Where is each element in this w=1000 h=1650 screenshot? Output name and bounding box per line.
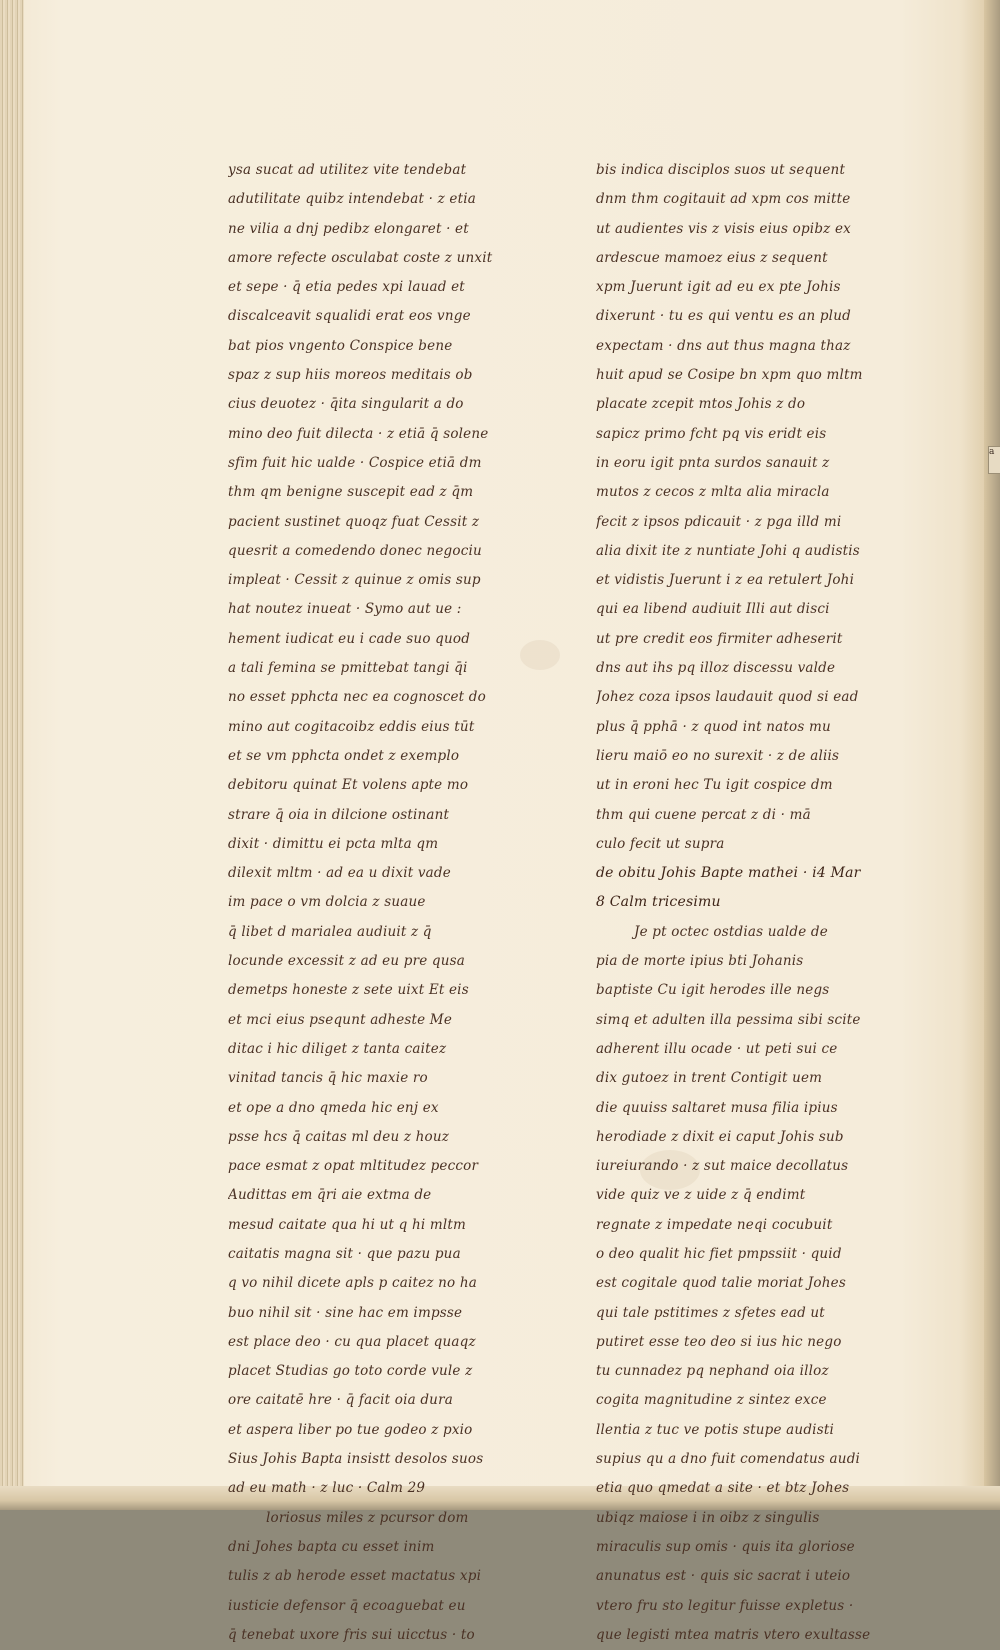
text-line: sapicz primo fcht pq vis eridt eis (596, 425, 827, 442)
text-line: herodiade z dixit ei caput Johis sub (596, 1128, 844, 1145)
text-line: vtero fru sto legitur fuisse expletus · (596, 1597, 854, 1614)
text-line: debitoru quinat Et volens apte mo (228, 777, 469, 794)
text-line: et aspera liber po tue godeo z pxio (228, 1421, 473, 1438)
text-line: vinitad tancis q̄ hic maxie ro (228, 1070, 428, 1087)
text-line: Audittas em q̄ri aie extma de (228, 1187, 432, 1204)
text-line: et ope a dno qmeda hic enj ex (228, 1099, 439, 1116)
text-line: die quuiss saltaret musa filia ipius (596, 1099, 838, 1116)
text-line: expectam · dns aut thus magna thaz (596, 337, 851, 354)
text-line: dilexit mltm · ad ea u dixit vade (228, 865, 451, 882)
text-line: cogita magnitudine z sintez exce (596, 1392, 827, 1409)
text-line: ut audientes vis z visis eius opibz ex (596, 220, 851, 237)
text-line: ubiqz maiose i in oibz z singulis (596, 1509, 820, 1526)
text-line: dixerunt · tu es qui ventu es an plud (596, 308, 851, 325)
right-column-second-paragraph (596, 918, 936, 1650)
text-line: caitatis magna sit · que pazu pua (228, 1245, 461, 1262)
text-line: iusticie defensor q̄ ecoaguebat eu (228, 1597, 466, 1614)
text-line: dni Johes bapta cu esset inim (228, 1538, 435, 1555)
text-line: mino deo fuit dilecta · z etiā q̄ solene (228, 425, 489, 442)
text-line: bis indica disciplos suos ut sequent (596, 162, 846, 178)
text-line: bat pios vngento Conspice bene (228, 337, 453, 354)
text-line: qui ea libend audiuit Illi aut disci (596, 601, 830, 618)
page-fore-edge (984, 0, 1000, 1510)
text-line: alia dixit ite z nuntiate Johi q audistis (596, 542, 860, 559)
text-line: quesrit a comedendo donec negociu (228, 542, 482, 559)
text-line: impleat · Cessit z quinue z omis sup (228, 572, 481, 589)
text-line: thm qm benigne suscepit ead z q̄m (228, 484, 474, 501)
text-line: ut in eroni hec Tu igit cospice dm (596, 777, 833, 794)
text-line: amore refecte osculabat coste z unxit (228, 249, 493, 266)
text-line: Je pt octec ostdias ualde de (634, 923, 828, 940)
text-line: 8 Calm tricesimu (596, 894, 721, 911)
text-line: thm qui cuene percat z di · mā (596, 806, 811, 823)
text-line: culo fecit ut supra (596, 835, 725, 852)
text-line: q vo nihil dicete apls p caitez no ha (228, 1275, 477, 1292)
text-line: spaz z sup hiis moreos meditais ob (228, 367, 473, 384)
text-line: strare q̄ oia in dilcione ostinant (228, 806, 450, 823)
text-line: regnate z impedate neqi cocubuit (596, 1216, 833, 1233)
text-line: psse hcs q̄ caitas ml deu z houz (228, 1128, 450, 1145)
text-line: huit apud se Cosipe bn xpm quo mltm (596, 367, 863, 384)
left-text-column (228, 156, 558, 1650)
text-line: xpm Juerunt igit ad eu ex pte Johis (596, 279, 841, 296)
text-line: Sius Johis Bapta insistt desolos suos (228, 1451, 484, 1468)
text-line: et sepe · q̄ etia pedes xpi lauad et (228, 279, 465, 296)
right-column-lines (596, 156, 936, 859)
text-line: q̄ tenebat uxore fris sui uicctus · to (228, 1626, 475, 1643)
text-line: plus q̄ pphā · z quod int natos mu (596, 718, 831, 735)
text-line: dnm thm cogitauit ad xpm cos mitte (596, 191, 851, 208)
text-line: ardescue mamoez eius z sequent (596, 249, 828, 266)
text-line: qui tale pstitimes z sfetes ead ut (596, 1304, 825, 1321)
text-line: hement iudicat eu i cade suo quod (228, 630, 471, 647)
book-spine-edge (0, 0, 24, 1510)
text-line: vide quiz ve z uide z q̄ endimt (596, 1187, 806, 1204)
text-line: ditac i hic diliget z tanta caitez (228, 1040, 447, 1057)
text-line: discalceavit squalidi erat eos vnge (228, 308, 471, 325)
text-line: adutilitate quibz intendebat · z etia (228, 191, 476, 208)
text-line: mesud caitate qua hi ut q hi mltm (228, 1216, 467, 1233)
text-line: pacient sustinet quoqz fuat Cessit z (228, 513, 480, 530)
text-line: loriosus miles z pcursor dom (266, 1509, 469, 1526)
text-line: et vidistis Juerunt i z ea retulert Johi (596, 572, 855, 589)
text-line: lieru maiō eo no surexit · z de aliis (596, 747, 840, 764)
text-line: fecit z ipsos pdicauit · z pga illd mi (596, 513, 842, 530)
text-line: est cogitale quod talie moriat Johes (596, 1275, 846, 1292)
text-line: demetps honeste z sete uixt Et eis (228, 982, 469, 999)
text-line: q̄ libet d marialea audiuit z q̄ (228, 923, 432, 940)
text-line: adherent illu ocade · ut peti sui ce (596, 1040, 838, 1057)
text-line: et se vm pphcta ondet z exemplo (228, 747, 460, 764)
text-line: ore caitatē hre · q̄ facit oia dura (228, 1392, 453, 1409)
text-line: placet Studias go toto corde vule z (228, 1363, 473, 1380)
text-line: est place deo · cu qua placet quaqz (228, 1333, 476, 1350)
text-line: o deo qualit hic fiet pmpssiit · quid (596, 1245, 842, 1262)
text-line: tulis z ab herode esset mactatus xpi (228, 1568, 482, 1585)
text-line: ne vilia a dnj pedibz elongaret · et (228, 220, 469, 237)
text-line: iureiurando · z sut maice decollatus (596, 1158, 849, 1175)
text-line: llentia z tuc ve potis stupe audisti (596, 1421, 834, 1438)
text-line: tu cunnadez pq nephand oia illoz (596, 1363, 829, 1380)
text-line: in eoru igit pnta surdos sanauit z (596, 454, 830, 471)
text-line: buo nihil sit · sine hac em impsse (228, 1304, 463, 1321)
text-line: simq et adulten illa pessima sibi scite (596, 1011, 861, 1028)
text-line: dns aut ihs pq illoz discessu valde (596, 660, 836, 677)
text-line: placate zcepit mtos Johis z do (596, 396, 806, 413)
right-text-column (596, 156, 936, 1650)
text-line: cius deuotez · q̄ita singularit a do (228, 396, 464, 413)
text-line: ad eu math · z luc · Calm 29 (228, 1480, 426, 1497)
text-line: locunde excessit z ad eu pre qusa (228, 953, 466, 970)
text-line: ut pre credit eos firmiter adheserit (596, 630, 843, 647)
text-line: pia de morte ipius bti Johanis (596, 953, 804, 970)
text-line: ysa sucat ad utilitez vite tendebat (228, 162, 467, 178)
text-line: pace esmat z opat mltitudez peccor (228, 1158, 479, 1175)
text-line: no esset pphcta nec ea cognoscet do (228, 689, 486, 706)
text-line: hat noutez inueat · Symo aut ue : (228, 601, 462, 618)
left-column-lines (228, 156, 558, 1504)
left-column-second-paragraph (228, 1504, 558, 1650)
text-line: de obitu Johis Bapte mathei · i4 Mar (596, 865, 861, 882)
text-line: dix gutoez in trent Contigit uem (596, 1070, 823, 1087)
text-line: sfim fuit hic ualde · Cospice etiā dm (228, 454, 482, 471)
text-line: et mci eius psequnt adheste Me (228, 1011, 453, 1028)
text-line: mutos z cecos z mlta alia miracla (596, 484, 830, 501)
text-line: Johez coza ipsos laudauit quod si ead (596, 689, 859, 706)
text-line: baptiste Cu igit herodes ille negs (596, 982, 830, 999)
text-line: supius qu a dno fuit comendatus audi (596, 1451, 861, 1468)
text-line: que legisti mtea matris vtero exultasse (596, 1626, 871, 1643)
text-line: im pace o vm dolcia z suaue (228, 894, 426, 911)
text-line: dixit · dimittu ei pcta mlta qm (228, 835, 439, 852)
rubric-heading (596, 859, 936, 918)
text-line: a tali femina se pmittebat tangi q̄i (228, 660, 468, 677)
text-line: mino aut cogitacoibz eddis eius tūt (228, 718, 475, 735)
text-line: putiret esse teo deo si ius hic nego (596, 1333, 842, 1350)
text-line: etia quo qmedat a site · et btz Johes (596, 1480, 850, 1497)
margin-tab: a (988, 446, 1000, 474)
text-line: miraculis sup omis · quis ita gloriose (596, 1538, 855, 1555)
text-line: anunatus est · quis sic sacrat i uteio (596, 1568, 851, 1585)
